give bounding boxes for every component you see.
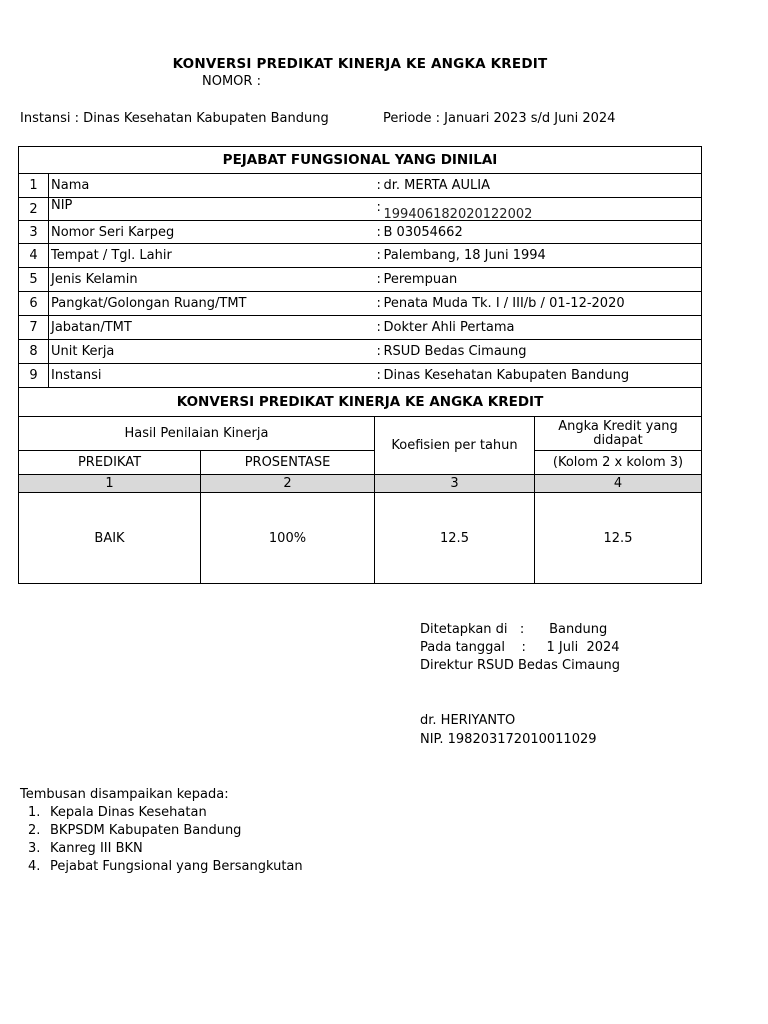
list-number: 3. (28, 841, 41, 856)
column-number-row (19, 475, 702, 493)
table-row (19, 268, 702, 292)
colon-separator: : (376, 248, 381, 263)
konversi-section-title: KONVERSI PREDIKAT KINERJA KE ANGKA KREDIT (19, 388, 702, 417)
koefisien-header: Koefisien per tahun (375, 417, 535, 475)
list-number: 2. (28, 823, 41, 838)
nomor-label: NOMOR : (202, 74, 261, 89)
row-number: 6 (19, 292, 49, 316)
row-value: Dokter Ahli Pertama (383, 320, 515, 335)
row-value: Perempuan (383, 272, 458, 287)
tanggal-line: Pada tanggal : 1 Juli 2024 (420, 640, 620, 655)
list-item (20, 804, 303, 822)
list-number: 1. (28, 805, 41, 820)
row-value-cell (375, 292, 702, 316)
table-row (19, 221, 702, 244)
row-value-cell (375, 198, 702, 221)
list-number: 4. (28, 859, 41, 874)
signatory-title: Direktur RSUD Bedas Cimaung (420, 658, 621, 673)
row-number: 2 (19, 198, 49, 221)
colon-separator: : (376, 344, 381, 359)
row-value: dr. MERTA AULIA (383, 178, 491, 193)
row-value-cell (375, 268, 702, 292)
colon-separator: : (376, 178, 381, 193)
list-item (20, 858, 303, 876)
angka-kredit-value: 12.5 (535, 493, 702, 584)
row-value: Penata Muda Tk. I / III/b / 01-12-2020 (383, 296, 625, 311)
prosentase-value: 100% (201, 493, 375, 584)
table-header-row (19, 451, 702, 475)
row-label: Unit Kerja (49, 340, 375, 364)
colon-separator: : (376, 272, 381, 287)
row-value: Dinas Kesehatan Kabupaten Bandung (383, 368, 630, 383)
row-value: B 03054662 (383, 224, 463, 240)
table-header-row (19, 417, 702, 451)
list-text: Pejabat Fungsional yang Bersangkutan (50, 859, 303, 874)
document-title: KONVERSI PREDIKAT KINERJA KE ANGKA KREDIT (172, 56, 548, 72)
table-row (19, 316, 702, 340)
signatory-nip: NIP. 198203172010011029 (420, 732, 597, 747)
row-number: 3 (19, 221, 49, 244)
table-row (19, 340, 702, 364)
table-row (19, 493, 702, 584)
colon-separator: : (376, 199, 381, 215)
table-row (19, 364, 702, 388)
column-number: 3 (375, 475, 535, 493)
row-label: Tempat / Tgl. Lahir (49, 244, 375, 268)
table-row (19, 174, 702, 198)
row-number: 4 (19, 244, 49, 268)
table-row (19, 198, 702, 221)
table-row (19, 244, 702, 268)
row-label: Jenis Kelamin (49, 268, 375, 292)
angka-kredit-header: Angka Kredit yang didapat (535, 417, 702, 451)
colon-separator: : (376, 224, 381, 240)
row-value-cell (375, 340, 702, 364)
row-label: NIP (49, 198, 375, 221)
predikat-value: BAIK (19, 493, 201, 584)
prosentase-header: PROSENTASE (201, 451, 375, 475)
periode-line: Periode : Januari 2023 s/d Juni 2024 (383, 111, 616, 126)
row-value: Palembang, 18 Juni 1994 (383, 248, 546, 263)
ditetapkan-line: Ditetapkan di : Bandung (420, 622, 608, 637)
row-label: Instansi (49, 364, 375, 388)
row-number: 8 (19, 340, 49, 364)
colon-separator: : (376, 296, 381, 311)
column-number: 2 (201, 475, 375, 493)
row-value-cell (375, 221, 702, 244)
hasil-penilaian-header: Hasil Penilaian Kinerja (19, 417, 375, 451)
tembusan-label: Tembusan disampaikan kepada: (20, 787, 229, 802)
tembusan-section (20, 786, 303, 876)
row-value-cell (375, 364, 702, 388)
list-item (20, 822, 303, 840)
kolom-note: (Kolom 2 x kolom 3) (535, 451, 702, 475)
predikat-header: PREDIKAT (19, 451, 201, 475)
row-value-cell (375, 316, 702, 340)
row-value-cell (375, 174, 702, 198)
tembusan-list (20, 804, 303, 876)
list-item (20, 840, 303, 858)
row-number: 9 (19, 364, 49, 388)
row-number: 1 (19, 174, 49, 198)
pejabat-section-title: PEJABAT FUNGSIONAL YANG DINILAI (19, 147, 702, 174)
signatory-name: dr. HERIYANTO (420, 713, 516, 728)
koefisien-value: 12.5 (375, 493, 535, 584)
row-value: RSUD Bedas Cimaung (383, 344, 527, 359)
row-label: Jabatan/TMT (49, 316, 375, 340)
list-text: BKPSDM Kabupaten Bandung (50, 823, 242, 838)
column-number: 4 (535, 475, 702, 493)
row-number: 7 (19, 316, 49, 340)
penilaian-table (18, 146, 702, 584)
colon-separator: : (376, 320, 381, 335)
instansi-line: Instansi : Dinas Kesehatan Kabupaten Bandung (20, 111, 329, 126)
colon-separator: : (376, 368, 381, 383)
row-number: 5 (19, 268, 49, 292)
row-value: 199406182020122002 (383, 206, 533, 221)
table-row (19, 292, 702, 316)
column-number: 1 (19, 475, 201, 493)
list-text: Kanreg III BKN (50, 841, 143, 856)
row-label: Pangkat/Golongan Ruang/TMT (49, 292, 375, 316)
row-label: Nama (49, 174, 375, 198)
list-text: Kepala Dinas Kesehatan (50, 805, 207, 820)
row-value-cell (375, 244, 702, 268)
row-label: Nomor Seri Karpeg (49, 221, 375, 244)
